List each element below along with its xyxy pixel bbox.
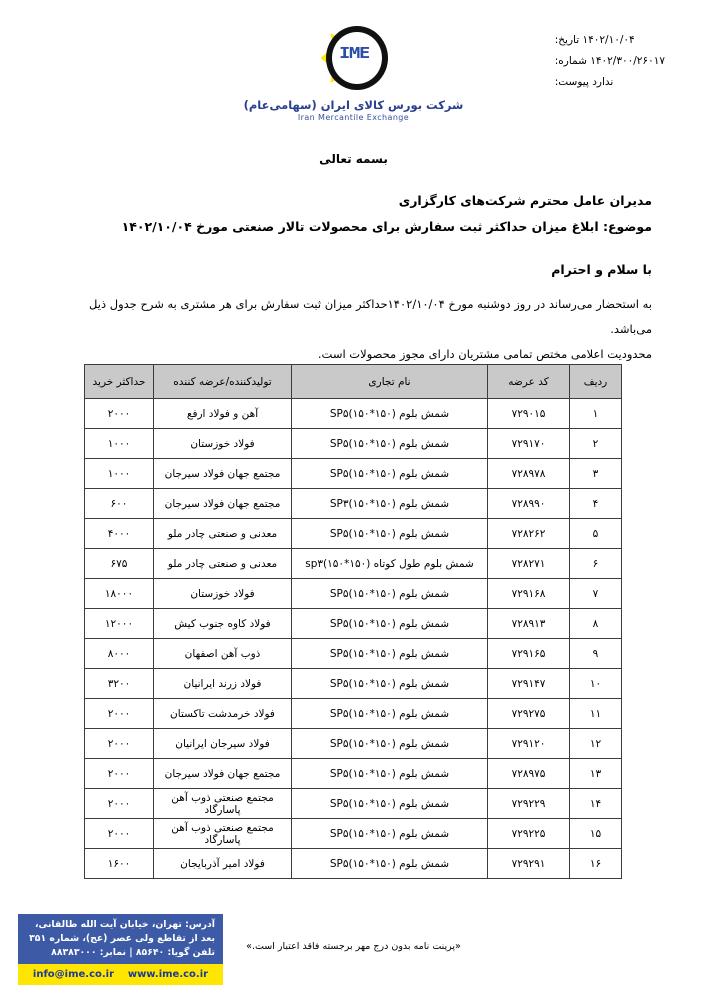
column-header-radif: ردیف [570, 365, 622, 399]
cell-producer-supplier: مجتمع جهان فولاد سیرجان [154, 759, 292, 789]
cell-max-purchase: ۳۲۰۰ [85, 669, 154, 699]
cell-row-index: ۴ [570, 489, 622, 519]
meta-date-label: تاریخ: [554, 34, 580, 46]
company-name-fa: شرکت بورس کالای ایران (سهامی‌عام) [243, 98, 464, 112]
cell-supply-code: ۷۲۹۱۶۸ [488, 579, 570, 609]
cell-producer-supplier: فولاد زرند ایرانیان [154, 669, 292, 699]
column-header-producer: تولیدکننده/عرضه کننده [154, 365, 292, 399]
cell-supply-code: ۷۲۸۹۷۸ [488, 459, 570, 489]
table-row [85, 519, 622, 549]
cell-commercial-name: شمش بلوم (۱۵۰*۱۵۰)SP۳ [292, 489, 488, 519]
print-validity-note: «پرینت نامه بدون درج مهر برجسته فاقد اعتبار است.» [246, 941, 461, 952]
cell-row-index: ۱ [570, 399, 622, 429]
paragraph-line-2: محدودیت اعلامی مختص تمامی مشتریان دارای مجوز محصولات است. [317, 347, 652, 361]
cell-supply-code: ۷۲۸۹۷۵ [488, 759, 570, 789]
table-row [85, 459, 622, 489]
ime-monogram: IME [338, 44, 369, 62]
cell-max-purchase: ۲۰۰۰ [85, 789, 154, 819]
cell-max-purchase: ۲۰۰۰ [85, 819, 154, 849]
table-row [85, 549, 622, 579]
meta-date-value: ۱۴۰۲/۱۰/۰۴ [582, 34, 635, 46]
cell-max-purchase: ۱۶۰۰ [85, 849, 154, 879]
cell-supply-code: ۷۲۸۲۶۲ [488, 519, 570, 549]
cell-max-purchase: ۱۲۰۰۰ [85, 609, 154, 639]
meta-date [555, 30, 665, 51]
column-header-max-buy: حداکثر خرید [85, 365, 154, 399]
table-row [85, 819, 622, 849]
cell-supply-code: ۷۲۸۹۱۳ [488, 609, 570, 639]
greeting: با سلام و احترام [551, 262, 652, 277]
meta-attachment-value: ندارد [592, 76, 614, 88]
cell-row-index: ۷ [570, 579, 622, 609]
cell-producer-supplier: مجتمع صنعتی ذوب آهن پاسارگاد [154, 819, 292, 849]
cell-producer-supplier: فولاد امیر آذربایجان [154, 849, 292, 879]
cell-supply-code: ۷۲۹۰۱۵ [488, 399, 570, 429]
cell-supply-code: ۷۲۹۱۲۰ [488, 729, 570, 759]
footer-website[interactable]: www.ime.co.ir [127, 969, 209, 980]
table-row [85, 699, 622, 729]
meta-number-label: شماره: [554, 55, 587, 67]
cell-row-index: ۵ [570, 519, 622, 549]
cell-supply-code: ۷۲۹۲۷۵ [488, 699, 570, 729]
cell-supply-code: ۷۲۹۲۲۹ [488, 789, 570, 819]
cell-commercial-name: شمش بلوم (۱۵۰*۱۵۰)SP۵ [292, 459, 488, 489]
cell-max-purchase: ۲۰۰۰ [85, 399, 154, 429]
cell-row-index: ۱۳ [570, 759, 622, 789]
table-header-row [85, 365, 622, 399]
cell-producer-supplier: فولاد خوزستان [154, 429, 292, 459]
meta-number-value: ۱۴۰۲/۳۰۰/۲۶۰۱۷ [590, 55, 665, 67]
cell-max-purchase: ۸۰۰۰ [85, 639, 154, 669]
footer-address [18, 914, 223, 964]
cell-row-index: ۱۰ [570, 669, 622, 699]
cell-max-purchase: ۴۰۰۰ [85, 519, 154, 549]
cell-max-purchase: ۲۰۰۰ [85, 759, 154, 789]
cell-row-index: ۸ [570, 609, 622, 639]
cell-supply-code: ۷۲۹۲۹۱ [488, 849, 570, 879]
table-row [85, 759, 622, 789]
ime-logo-icon [315, 22, 393, 94]
footer-address-line-3: تلفن گویا: ۸۵۶۴۰ | نمابر: ۸۸۳۸۳۰۰۰ [51, 947, 215, 958]
cell-commercial-name: شمش بلوم (۱۵۰*۱۵۰)SP۵ [292, 399, 488, 429]
cell-producer-supplier: آهن و فولاد ارفع [154, 399, 292, 429]
cell-commercial-name: شمش بلوم (۱۵۰*۱۵۰)SP۵ [292, 699, 488, 729]
letter-paragraph [55, 292, 652, 367]
cell-commercial-name: شمش بلوم (۱۵۰*۱۵۰)SP۵ [292, 669, 488, 699]
table-row [85, 429, 622, 459]
cell-producer-supplier: فولاد سیرجان ایرانیان [154, 729, 292, 759]
cell-producer-supplier: فولاد خرمدشت تاکستان [154, 699, 292, 729]
cell-commercial-name: شمش بلوم (۱۵۰*۱۵۰)SP۵ [292, 609, 488, 639]
cell-row-index: ۳ [570, 459, 622, 489]
cell-row-index: ۹ [570, 639, 622, 669]
table-row [85, 639, 622, 669]
cell-supply-code: ۷۲۸۹۹۰ [488, 489, 570, 519]
table-row [85, 669, 622, 699]
addressee-line-2-subject: موضوع: ابلاغ میزان حداکثر ثبت سفارش برای محصولات تالار صنعتی مورخ ۱۴۰۲/۱۰/۰۴ [121, 219, 652, 234]
cell-row-index: ۱۲ [570, 729, 622, 759]
cell-supply-code: ۷۲۸۲۷۱ [488, 549, 570, 579]
cell-row-index: ۲ [570, 429, 622, 459]
cell-supply-code: ۷۲۹۲۲۵ [488, 819, 570, 849]
cell-row-index: ۱۶ [570, 849, 622, 879]
cell-commercial-name: شمش بلوم (۱۵۰*۱۵۰)SP۵ [292, 429, 488, 459]
footer-email[interactable]: info@ime.co.ir [32, 969, 115, 980]
paragraph-line-1: به استحضار می‌رساند در روز دوشنبه مورخ ۱۴۰۲/۱۰/۰۴حداکثر میزان ثبت سفارش برای هر مشتری به شرح جدول ذیل می‌باشد. [89, 297, 652, 336]
cell-producer-supplier: مجتمع صنعتی ذوب آهن پاسارگاد [154, 789, 292, 819]
cell-max-purchase: ۱۰۰۰ [85, 429, 154, 459]
table-body [85, 399, 622, 879]
footer-address-line-1: آدرس: تهران، خیابان آیت الله طالقانی، [35, 919, 215, 930]
cell-commercial-name: شمش بلوم (۱۵۰*۱۵۰)SP۵ [292, 759, 488, 789]
cell-commercial-name: شمش بلوم طول کوتاه (۱۵۰*۱۵۰)sp۳ [292, 549, 488, 579]
footer-contact-strip [18, 964, 223, 985]
company-name-en: Iran Mercantile Exchange [297, 113, 410, 122]
cell-supply-code: ۷۲۹۱۶۵ [488, 639, 570, 669]
cell-row-index: ۶ [570, 549, 622, 579]
letterhead [0, 22, 707, 147]
column-header-code: کد عرضه [488, 365, 570, 399]
meta-attachment-label: پیوست: [554, 76, 589, 88]
cell-producer-supplier: معدنی و صنعتی چادر ملو [154, 549, 292, 579]
table-row [85, 399, 622, 429]
cell-max-purchase: ۲۰۰۰ [85, 699, 154, 729]
cell-commercial-name: شمش بلوم (۱۵۰*۱۵۰)SP۵ [292, 789, 488, 819]
cell-supply-code: ۷۲۹۱۴۷ [488, 669, 570, 699]
cell-commercial-name: شمش بلوم (۱۵۰*۱۵۰)SP۵ [292, 729, 488, 759]
cell-producer-supplier: فولاد خوزستان [154, 579, 292, 609]
cell-producer-supplier: مجتمع جهان فولاد سیرجان [154, 459, 292, 489]
cell-producer-supplier: مجتمع جهان فولاد سیرجان [154, 489, 292, 519]
orders-table [84, 364, 622, 879]
cell-producer-supplier: فولاد کاوه جنوب کیش [154, 609, 292, 639]
table-header [85, 365, 622, 399]
meta-number [555, 51, 665, 72]
cell-max-purchase: ۱۰۰۰ [85, 459, 154, 489]
table-row [85, 729, 622, 759]
meta-attachment [555, 72, 665, 93]
orders-table-container [85, 364, 622, 879]
footer-contact-box [18, 914, 223, 985]
cell-max-purchase: ۶۰۰ [85, 489, 154, 519]
cell-producer-supplier: ذوب آهن اصفهان [154, 639, 292, 669]
cell-commercial-name: شمش بلوم (۱۵۰*۱۵۰)SP۵ [292, 579, 488, 609]
cell-row-index: ۱۵ [570, 819, 622, 849]
basmala: بسمه تعالی [319, 152, 388, 166]
table-row [85, 609, 622, 639]
cell-supply-code: ۷۲۹۱۷۰ [488, 429, 570, 459]
cell-row-index: ۱۱ [570, 699, 622, 729]
addressee-block [55, 188, 652, 240]
ime-logo [244, 22, 464, 122]
letter-meta [555, 30, 665, 93]
footer-address-line-2: بعد از تقاطع ولی عصر (عج)، شماره ۳۵۱ [29, 933, 215, 944]
column-header-name: نام تجاری [292, 365, 488, 399]
table-row [85, 579, 622, 609]
table-row [85, 489, 622, 519]
cell-producer-supplier: معدنی و صنعتی چادر ملو [154, 519, 292, 549]
cell-commercial-name: شمش بلوم (۱۵۰*۱۵۰)SP۵ [292, 519, 488, 549]
cell-max-purchase: ۶۷۵ [85, 549, 154, 579]
cell-row-index: ۱۴ [570, 789, 622, 819]
cell-max-purchase: ۲۰۰۰ [85, 729, 154, 759]
cell-commercial-name: شمش بلوم (۱۵۰*۱۵۰)SP۵ [292, 639, 488, 669]
cell-commercial-name: شمش بلوم (۱۵۰*۱۵۰)SP۵ [292, 819, 488, 849]
addressee-line-1: مدیران عامل محترم شرکت‌های کارگزاری [398, 193, 652, 208]
cell-commercial-name: شمش بلوم (۱۵۰*۱۵۰)SP۵ [292, 849, 488, 879]
table-row [85, 789, 622, 819]
cell-max-purchase: ۱۸۰۰۰ [85, 579, 154, 609]
table-row [85, 849, 622, 879]
